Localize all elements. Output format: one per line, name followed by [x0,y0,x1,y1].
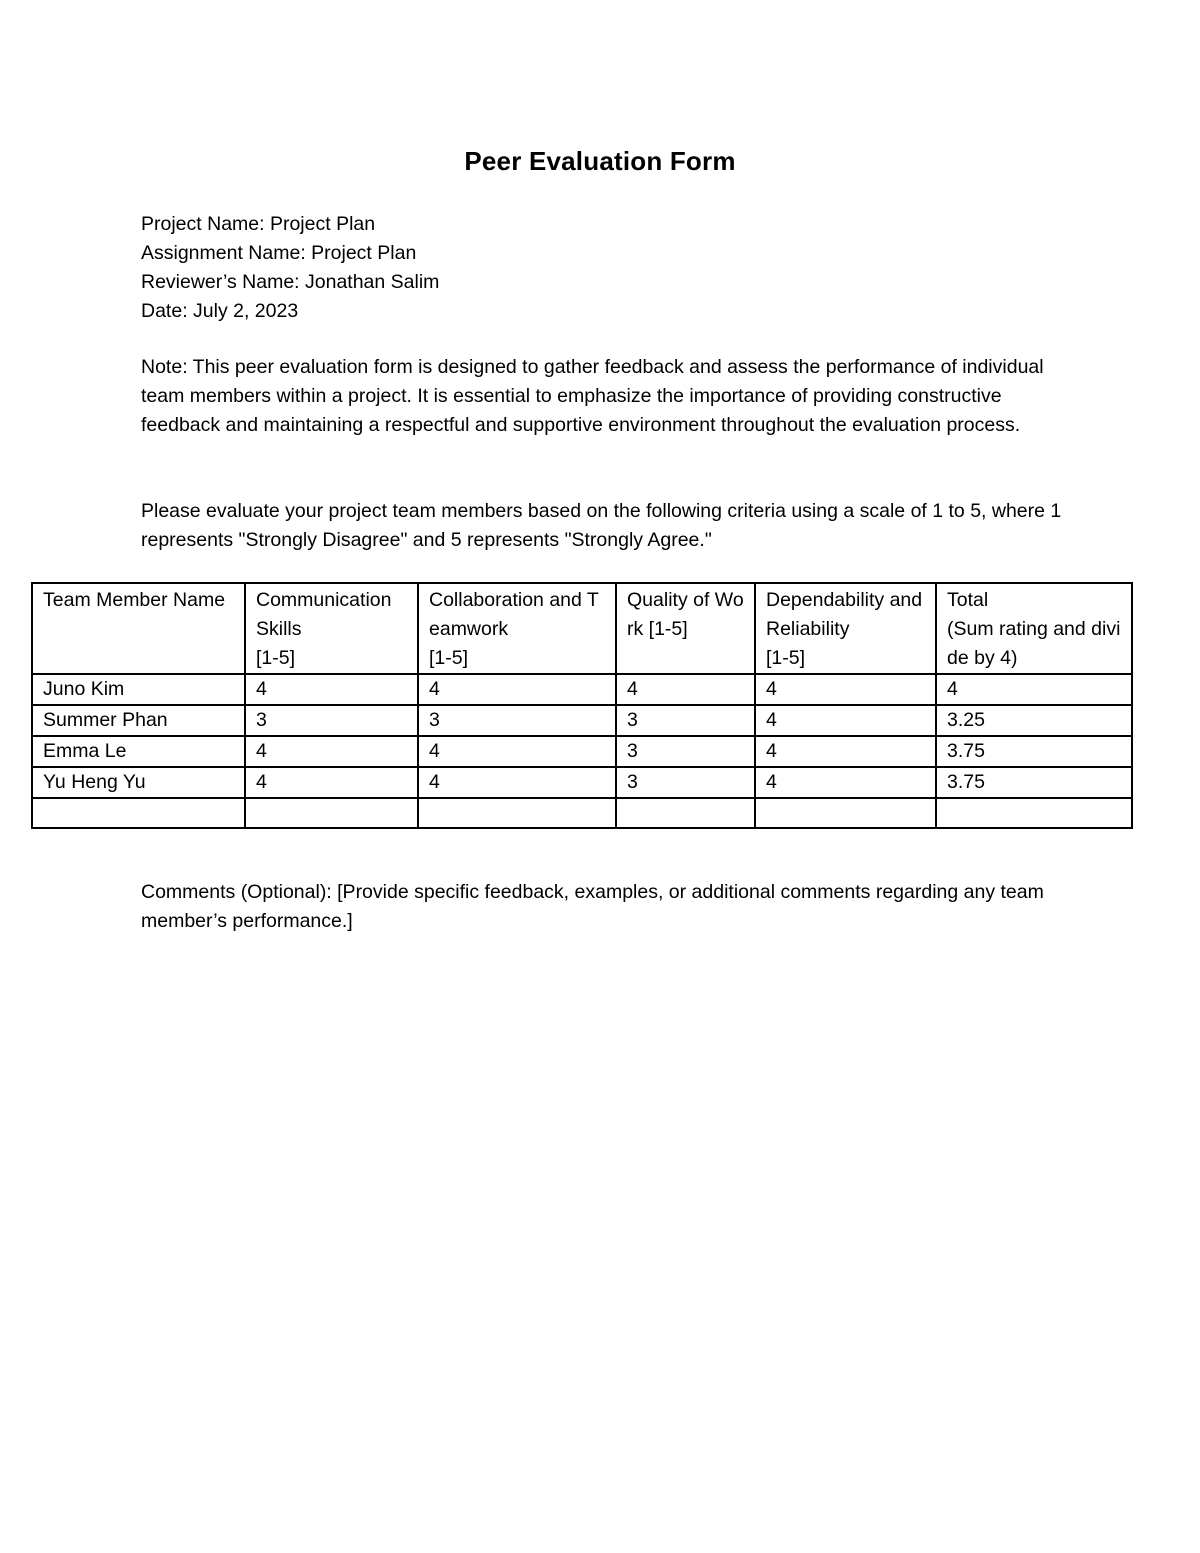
dependability-cell: 4 [755,767,936,798]
quality-cell: 3 [616,767,755,798]
header-dependability [755,583,936,674]
header-scale: [1-5] [429,647,469,669]
table-row [32,767,1132,798]
table-row-empty [32,798,1132,828]
table-row [32,674,1132,705]
quality-cell: 3 [616,705,755,736]
table-row [32,736,1132,767]
total-cell: 4 [936,674,1132,705]
member-name-cell: Juno Kim [32,674,245,705]
communication-cell [245,798,418,828]
header-text: Dependability and Reliability [766,589,923,640]
total-cell [936,798,1132,828]
member-name-cell [32,798,245,828]
collaboration-cell: 4 [418,767,616,798]
header-scale: [1-5] [256,647,296,669]
member-name-cell: Yu Heng Yu [32,767,245,798]
quality-cell [616,798,755,828]
dependability-cell: 4 [755,736,936,767]
collaboration-cell: 4 [418,674,616,705]
dependability-cell: 4 [755,674,936,705]
dependability-cell: 4 [755,705,936,736]
page-title: Peer Evaluation Form [464,146,736,176]
dependability-cell [755,798,936,828]
communication-cell: 4 [245,674,418,705]
project-name: Project Name: Project Plan [141,213,376,235]
total-cell: 3.75 [936,767,1132,798]
header-text: Communication Skills [256,589,392,640]
note-paragraph: Note: This peer evaluation form is designed to gather feedback and assess the performance of individual team members within a project. It is essential to emphasize the importance of providing constructive feedback and maintaining a respectful and supportive environment throughout the evaluation process. [141,356,1044,437]
collaboration-cell: 3 [418,705,616,736]
table-row [32,705,1132,736]
table-header-row [32,583,1132,674]
header-team-member [32,583,245,674]
member-name-cell: Emma Le [32,736,245,767]
communication-cell: 3 [245,705,418,736]
member-name-cell: Summer Phan [32,705,245,736]
header-text: Total [947,589,989,611]
collaboration-cell [418,798,616,828]
comments-paragraph: Comments (Optional): [Provide specific feedback, examples, or additional comments regarding any team member’s performance.] [141,881,1044,933]
header-text: Collaboration and Teamwork [429,589,599,640]
total-cell: 3.25 [936,705,1132,736]
total-cell: 3.75 [936,736,1132,767]
communication-cell: 4 [245,736,418,767]
header-scale: [1-5] [766,647,806,669]
header-collaboration [418,583,616,674]
communication-cell: 4 [245,767,418,798]
header-communication [245,583,418,674]
header-total [936,583,1132,674]
instructions-paragraph: Please evaluate your project team members based on the following criteria using a scale of 1 to 5, where 1 represents "Strongly Disagree" and 5 represents "Strongly Agree." [141,500,1062,552]
date: Date: July 2, 2023 [141,300,299,322]
assignment-name: Assignment Name: Project Plan [141,242,417,264]
header-text: Quality of Work [1-5] [627,589,744,640]
reviewer-name: Reviewer’s Name: Jonathan Salim [141,271,440,293]
form-meta [141,210,1071,326]
header-text: Team Member Name [43,589,226,611]
header-quality [616,583,755,674]
collaboration-cell: 4 [418,736,616,767]
quality-cell: 4 [616,674,755,705]
header-note: (Sum rating and divide by 4) [947,618,1121,669]
quality-cell: 3 [616,736,755,767]
evaluation-table [31,582,1133,829]
